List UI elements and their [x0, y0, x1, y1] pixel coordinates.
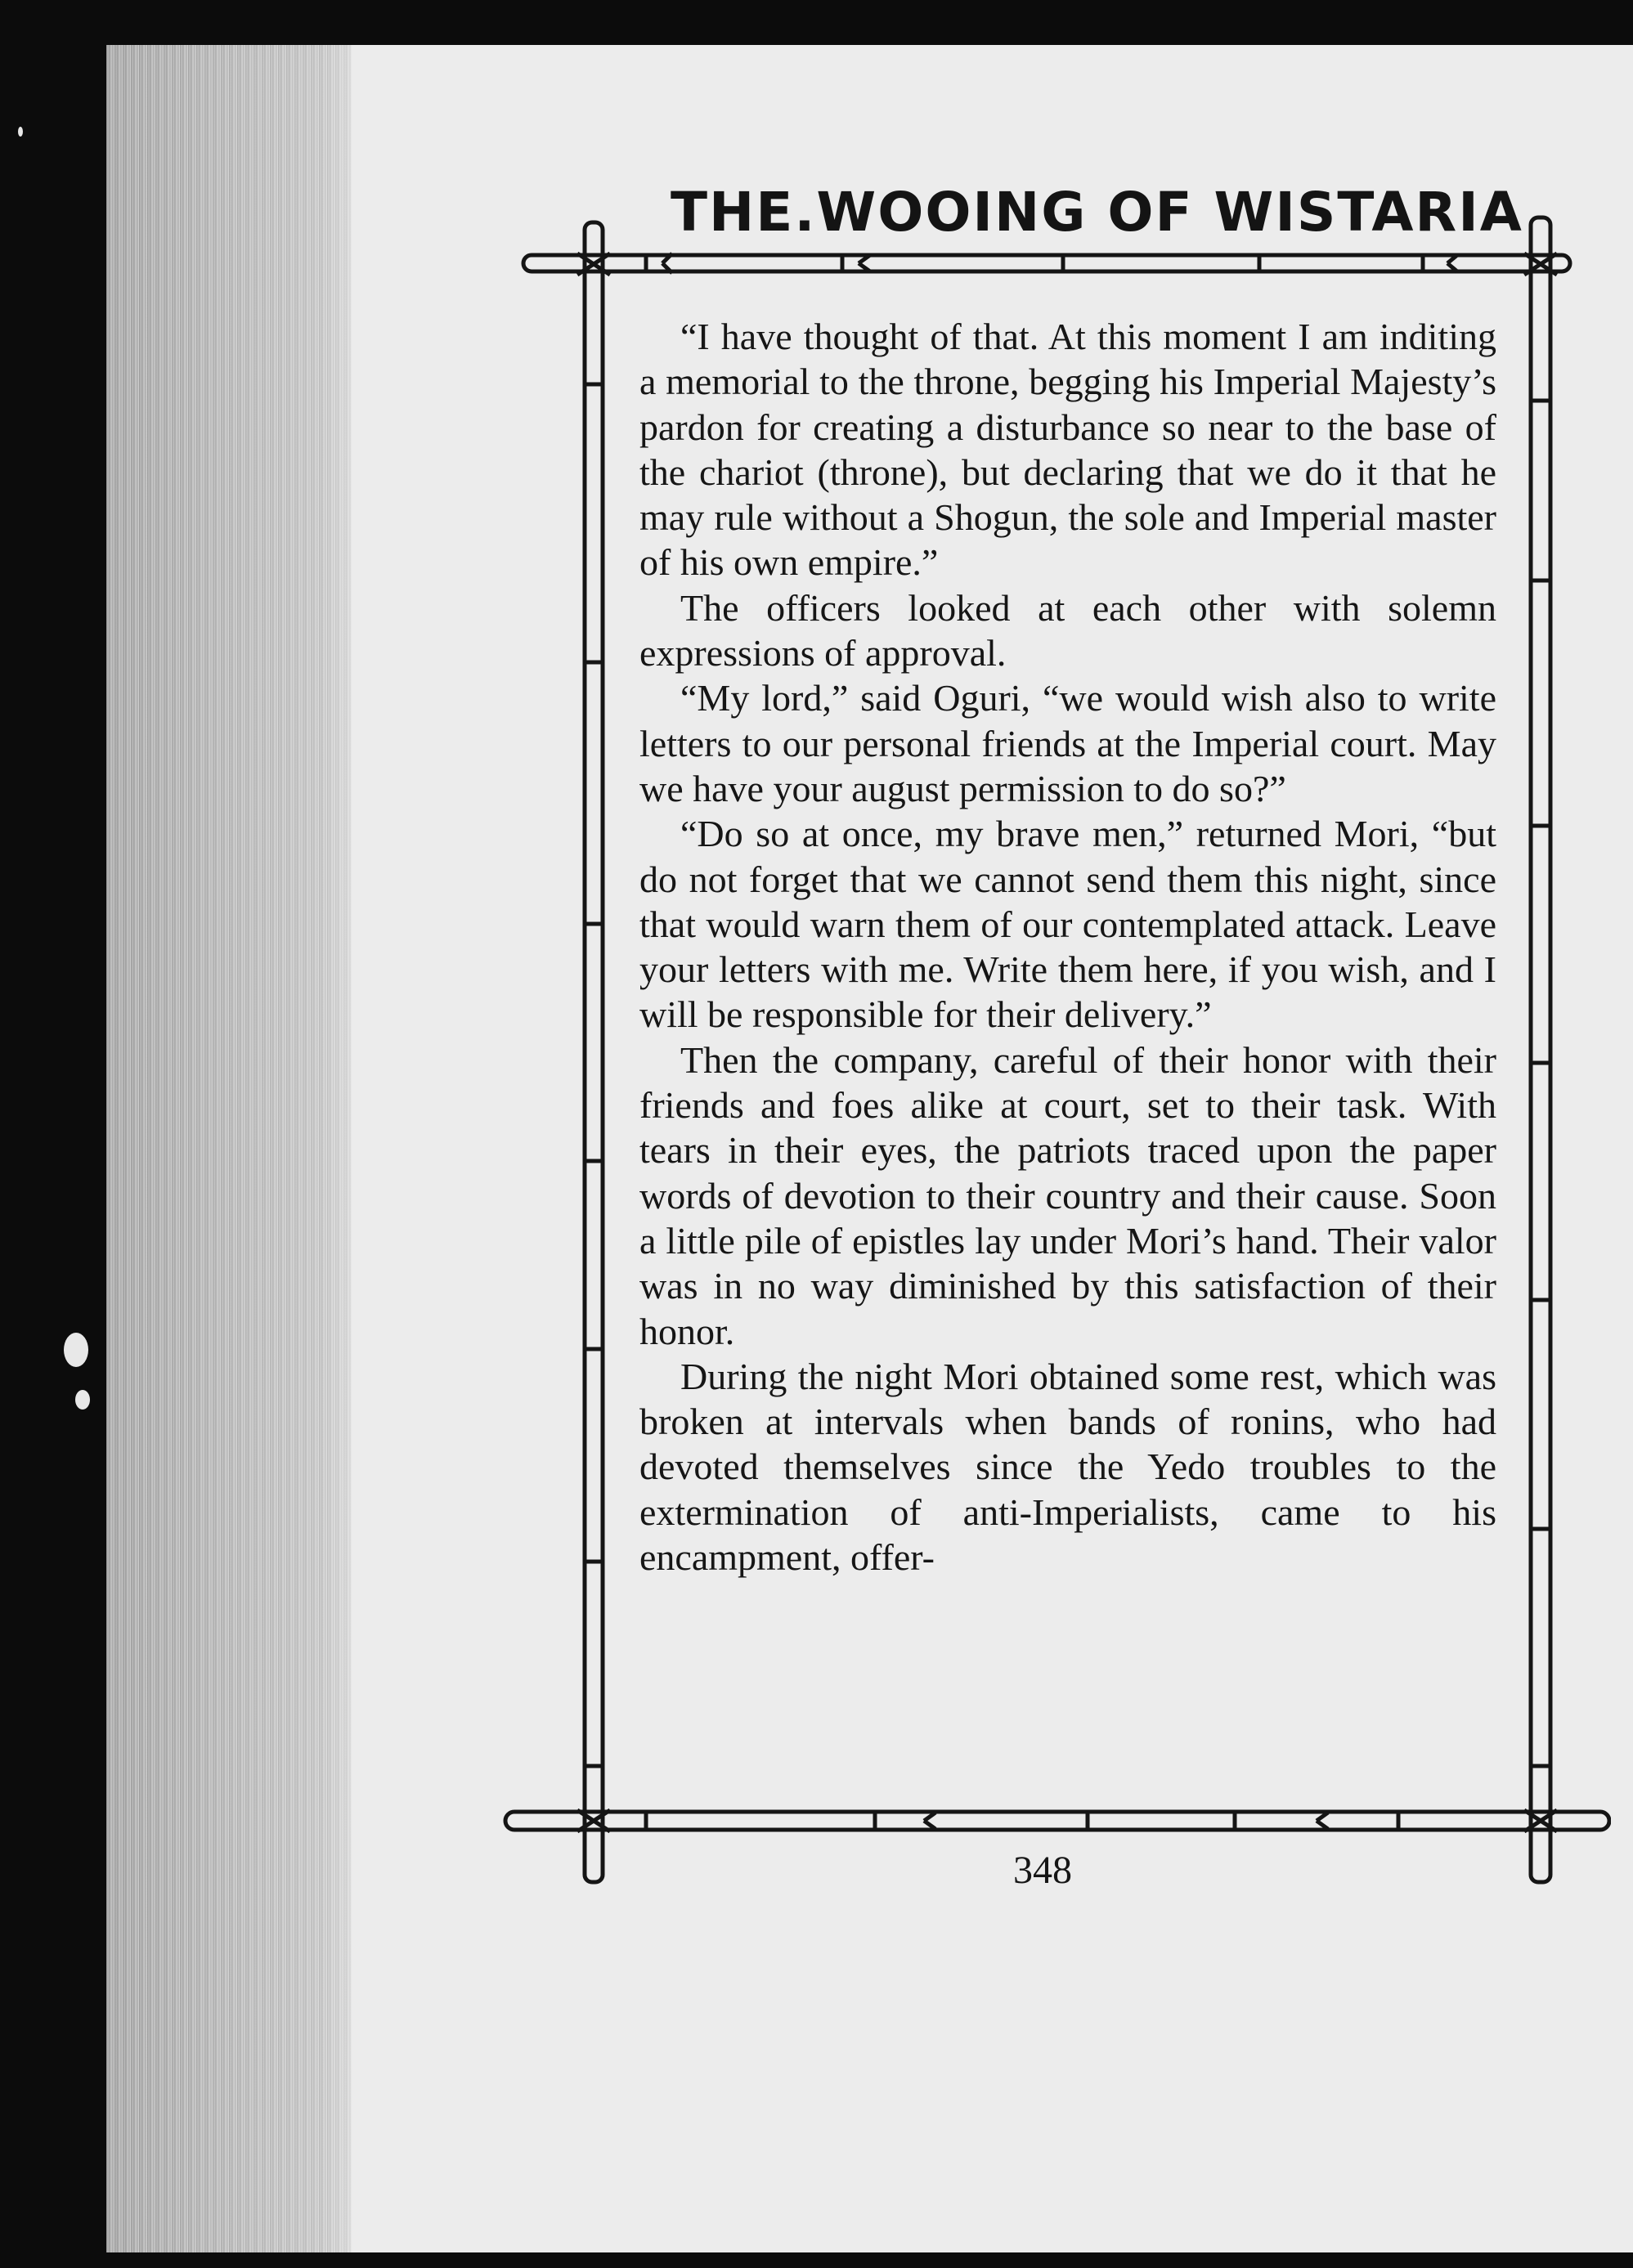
- paragraph: During the night Mori obtained some rest, which was broken at intervals when bands of ronins, who had devoted themselves since the Yedo troubles to the extermination of anti-Imperialists, came to his encampment, offer-: [639, 1355, 1496, 1579]
- page-number: 348: [1013, 1849, 1072, 1892]
- body-text: [639, 314, 1496, 1580]
- scan-speck: [18, 127, 23, 137]
- book-page-edges: [106, 45, 360, 2252]
- running-head: THE.WOOING OF WISTARIA: [671, 181, 1523, 244]
- scan-speck: [64, 1333, 88, 1367]
- paragraph: “My lord,” said Oguri, “we would wish also to write letters to our personal friends at the Imperial court. May we have your august permission to do so?”: [639, 677, 1496, 809]
- scan-speck: [75, 1390, 90, 1410]
- paragraph: “Do so at once, my brave men,” returned Mori, “but do not forget that we cannot send them this night, since that would warn them of our contemplated attack. Leave your letters with me. Write them here, if you wish, and I will be responsible for their delivery.”: [639, 813, 1496, 1036]
- paragraph: The officers looked at each other with solemn expressions of approval.: [639, 586, 1496, 675]
- paragraph: “I have thought of that. At this moment I am inditing a memorial to the throne, begging his Imperial Majesty’s pardon for creating a disturbance so near to the base of the chariot (throne), but declaring that we do it that he may rule without a Shogun, the sole and Imperial master of his own empire.”: [639, 316, 1496, 584]
- paragraph: Then the company, careful of their honor with their friends and foes alike at court, set to their task. With tears in their eyes, the patriots traced upon the paper words of devotion to their country and their cause. Soon a little pile of epistles lay under Mori’s hand. Their valor was in no way diminished by this satisfaction of their honor.: [639, 1038, 1496, 1352]
